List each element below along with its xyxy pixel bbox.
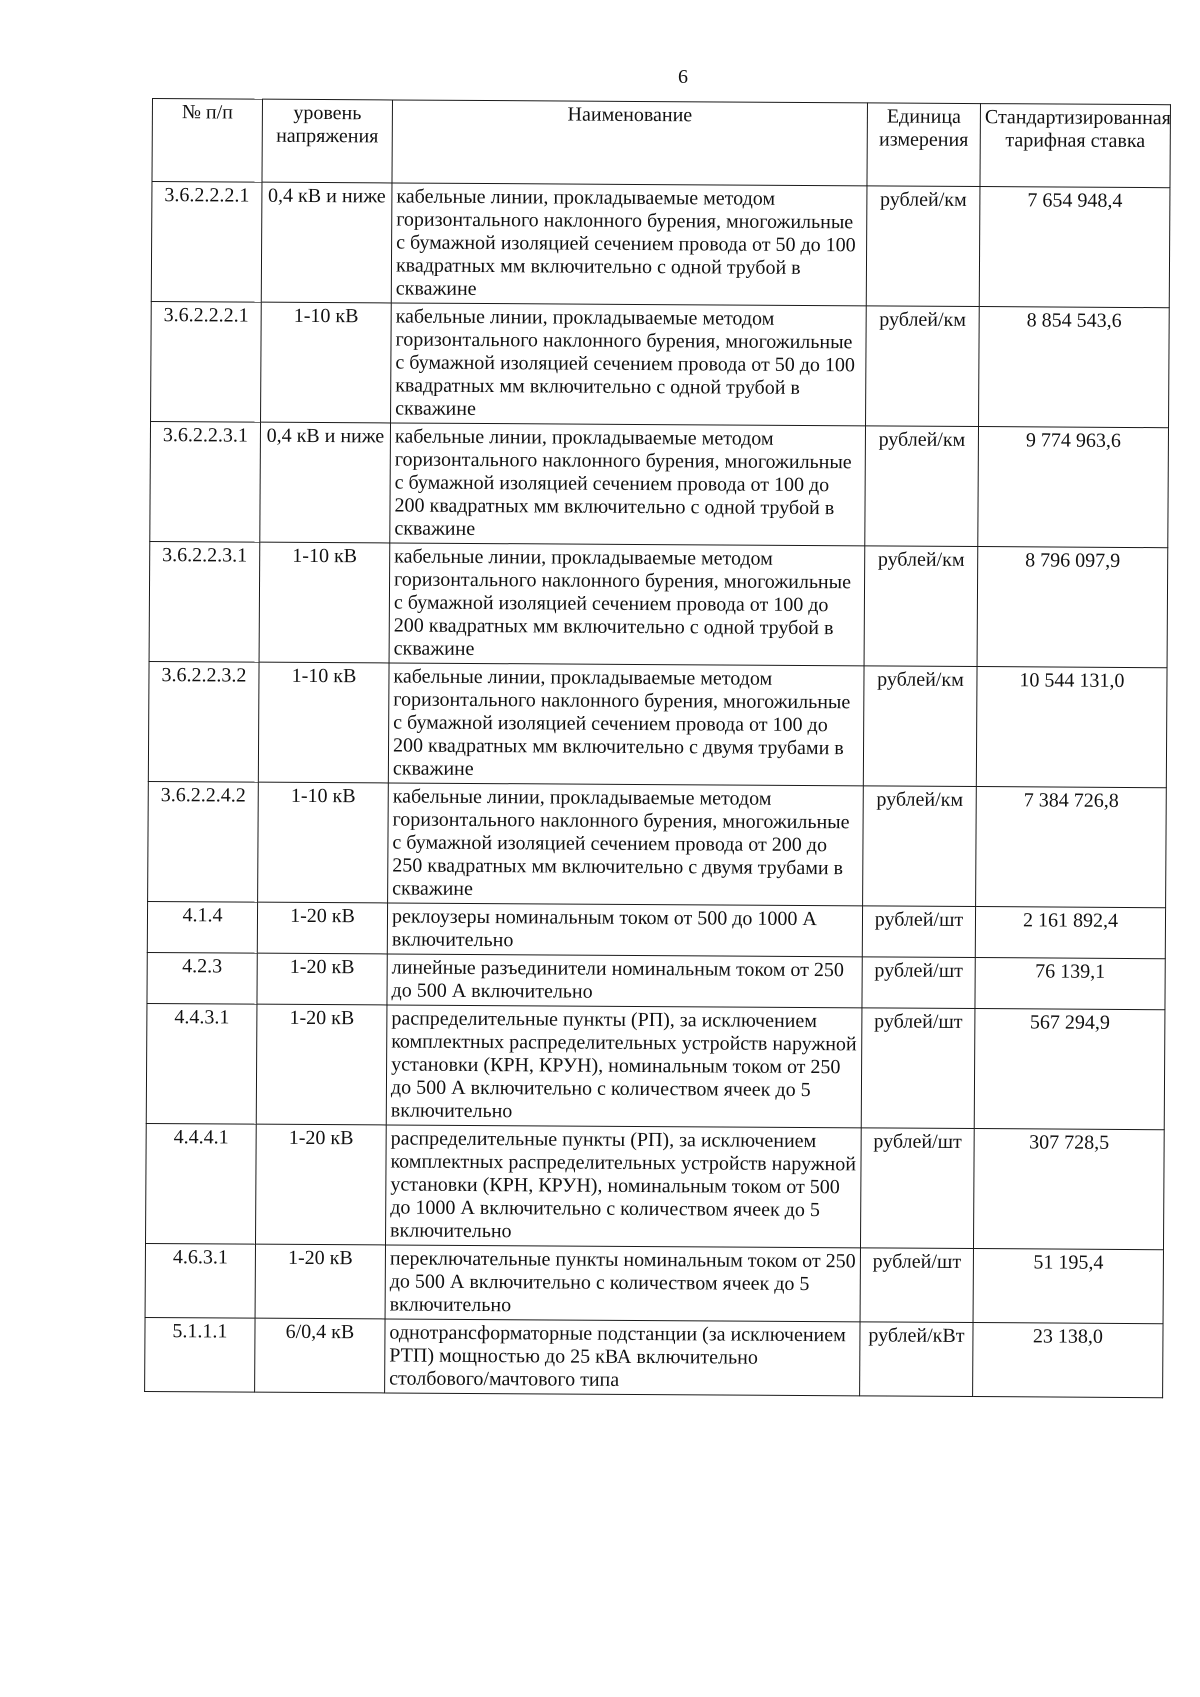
cell-num: 4.4.3.1 — [146, 1003, 257, 1124]
cell-rate: 76 139,1 — [975, 958, 1165, 1010]
cell-unit: рублей/шт — [862, 906, 975, 958]
cell-rate: 7 384 726,8 — [976, 787, 1167, 908]
cell-num: 4.2.3 — [147, 952, 257, 1004]
cell-rate: 2 161 892,4 — [975, 907, 1165, 959]
tariff-sheet — [144, 98, 1170, 1398]
cell-voltage: 6/0,4 кВ — [255, 1318, 385, 1393]
cell-name: кабельные линии, прокладываемые методом горизонтального наклонного бурения, многожильные с бумажной изоляцией сечением провода от 50 до 100 квадратных мм включительно с одной трубой в скважине — [391, 303, 867, 426]
cell-rate: 10 544 131,0 — [976, 667, 1167, 788]
cell-voltage: 0,4 кВ и ниже — [261, 182, 392, 303]
cell-unit: рублей/шт — [861, 1008, 975, 1129]
page-number: 6 — [678, 66, 688, 88]
cell-rate: 8 796 097,9 — [977, 547, 1168, 668]
cell-name: кабельные линии, прокладываемые методом горизонтального наклонного бурения, многожильные с бумажной изоляцией сечением провода от 100 до 200 квадратных мм включительно с одной трубой в скважине — [389, 543, 865, 666]
table-row — [151, 301, 1170, 427]
table-row — [147, 901, 1165, 958]
cell-name: кабельные линии, прокладываемые методом горизонтального наклонного бурения, многожильные с бумажной изоляцией сечением провода от 50 до 100 квадратных мм включительно с одной трубой в скважине — [391, 183, 867, 306]
cell-unit: рублей/км — [863, 786, 977, 907]
cell-rate: 8 854 543,6 — [979, 307, 1170, 428]
cell-unit: рублей/км — [863, 666, 977, 787]
tariff-table — [144, 98, 1171, 1398]
table-row — [150, 421, 1169, 547]
cell-unit: рублей/км — [866, 306, 980, 427]
cell-rate: 23 138,0 — [973, 1323, 1163, 1398]
cell-num: 4.6.3.1 — [145, 1243, 255, 1318]
cell-rate: 567 294,9 — [974, 1009, 1165, 1130]
cell-rate: 307 728,5 — [973, 1129, 1164, 1250]
cell-voltage: 1-20 кВ — [256, 1004, 387, 1125]
cell-name: линейные разъединители номинальным током от 250 до 500 А включительно — [387, 954, 862, 1008]
cell-voltage: 1-10 кВ — [261, 302, 392, 423]
table-row — [145, 1243, 1163, 1323]
cell-name: реклоузеры номинальным током от 500 до 1000 А включительно — [387, 903, 862, 957]
table-row — [148, 781, 1167, 907]
cell-name: кабельные линии, прокладываемые методом горизонтального наклонного бурения, многожильные с бумажной изоляцией сечением провода от 100 до 200 квадратных мм включительно с одной трубой в скважине — [390, 423, 866, 546]
cell-name: переключательные пункты номинальным током от 250 до 500 А включительно с количеством ячеек до 5 включительно — [385, 1245, 860, 1322]
cell-num: 3.6.2.2.4.2 — [148, 781, 259, 902]
cell-voltage: 1-20 кВ — [257, 953, 387, 1005]
header-voltage: уровень напряжения — [262, 99, 393, 183]
cell-name: однотрансформаторные подстанции (за исключением РТП) мощностью до 25 кВА включительно столбового/мачтового типа — [385, 1319, 860, 1396]
header-name: Наименование — [392, 100, 867, 186]
cell-unit: рублей/км — [864, 546, 978, 667]
cell-num: 3.6.2.2.3.2 — [148, 661, 259, 782]
cell-num: 3.6.2.2.3.1 — [150, 421, 261, 542]
table-row — [151, 182, 1170, 308]
cell-voltage: 1-20 кВ — [257, 902, 387, 954]
cell-name: распределительные пункты (РП), за исключением комплектных распределительных устройств наружной установки (КРН, КРУН), номинальным током от 250 до 500 А включительно с количеством ячеек до 5 включительно — [386, 1005, 862, 1128]
cell-num: 4.1.4 — [147, 901, 257, 953]
cell-voltage: 0,4 кВ и ниже — [260, 422, 391, 543]
header-rate: Стандартизированная тарифная ставка — [980, 104, 1171, 188]
cell-rate: 51 195,4 — [973, 1249, 1163, 1324]
cell-name: распределительные пункты (РП), за исключением комплектных распределительных устройств наружной установки (КРН, КРУН), номинальным током от 500 до 1000 А включительно с количеством ячеек до 5 включительно — [385, 1125, 861, 1248]
cell-num: 5.1.1.1 — [145, 1317, 255, 1392]
cell-unit: рублей/км — [865, 426, 979, 547]
cell-voltage: 1-10 кВ — [258, 662, 389, 783]
cell-voltage: 1-10 кВ — [258, 782, 389, 903]
cell-voltage: 1-20 кВ — [256, 1124, 387, 1245]
table-row — [149, 541, 1168, 667]
cell-unit: рублей/шт — [860, 1128, 974, 1249]
header-num: № п/п — [152, 99, 263, 183]
cell-num: 4.4.4.1 — [146, 1123, 257, 1244]
table-row — [146, 1123, 1165, 1249]
cell-num: 3.6.2.2.3.1 — [149, 541, 260, 662]
cell-unit: рублей/шт — [862, 957, 975, 1009]
cell-num: 3.6.2.2.2.1 — [151, 182, 262, 303]
table-row — [146, 1003, 1165, 1129]
cell-rate: 7 654 948,4 — [979, 187, 1170, 308]
cell-unit: рублей/км — [866, 186, 980, 307]
header-unit: Единица измерения — [867, 103, 981, 187]
table-row — [148, 661, 1167, 787]
cell-name: кабельные линии, прокладываемые методом горизонтального наклонного бурения, многожильные с бумажной изоляцией сечением провода от 100 до 200 квадратных мм включительно с двумя трубами в скважине — [388, 663, 864, 786]
table-row — [145, 1317, 1163, 1397]
cell-voltage: 1-10 кВ — [259, 542, 390, 663]
cell-num: 3.6.2.2.2.1 — [151, 301, 262, 422]
cell-unit: рублей/кВт — [860, 1322, 973, 1397]
table-header-row — [152, 99, 1170, 188]
table-row — [147, 952, 1165, 1009]
cell-name: кабельные линии, прокладываемые методом горизонтального наклонного бурения, многожильные с бумажной изоляцией сечением провода от 200 до 250 квадратных мм включительно с двумя трубами в скважине — [388, 783, 864, 906]
cell-voltage: 1-20 кВ — [255, 1244, 385, 1319]
cell-unit: рублей/шт — [860, 1248, 973, 1323]
cell-rate: 9 774 963,6 — [978, 427, 1169, 548]
